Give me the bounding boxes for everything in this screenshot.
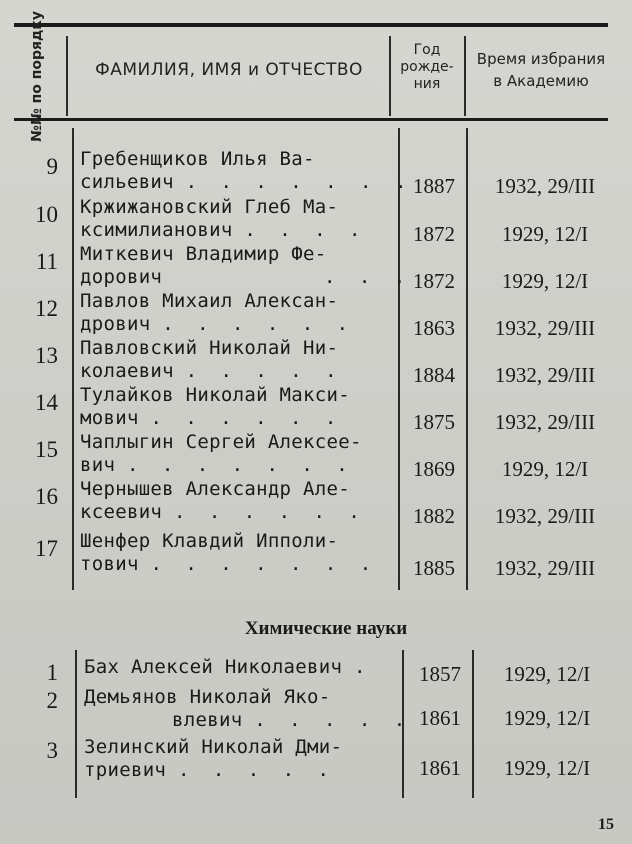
header-divider-3 <box>464 36 466 116</box>
page-number: 15 <box>598 816 614 833</box>
election-date: 1932, 29/III <box>494 410 596 434</box>
birth-year: 1885 <box>413 556 455 580</box>
birth-year: 1872 <box>413 269 455 293</box>
table-row: 17 Шенфер Клавдий Ипполи- тович . . . . . . . 1885 1932, 29/III <box>0 530 632 577</box>
header-election-column: Время избрания в Академию <box>476 50 606 90</box>
person-name: Шенфер Клавдий Ипполи- тович . . . . . . . <box>80 530 378 575</box>
header-divider-1 <box>66 36 68 116</box>
birth-year: 1861 <box>419 756 461 780</box>
section-title-chemistry: Химические науки <box>244 618 408 639</box>
election-date: 1932, 29/III <box>494 316 596 340</box>
birth-year: 1869 <box>413 457 455 481</box>
election-date: 1929, 12/I <box>503 706 591 730</box>
election-date: 1929, 12/I <box>501 269 589 293</box>
table-row: 11 Миткевич Владимир Фе- дорович . . . 1872 1929, 12/I <box>0 243 632 290</box>
table-row: 9 Гребенщиков Илья Ва- сильевич . . . . . . . 1887 1932, 29/III <box>0 148 632 195</box>
header-number-column: №№ по порядку <box>28 10 45 142</box>
person-name: Павлов Михаил Алексан- дрович . . . . . . <box>80 290 355 335</box>
table-row: 12 Павлов Михаил Алексан- дрович . . . . . . 1863 1932, 29/III <box>0 290 632 337</box>
person-name: Гребенщиков Илья Ва- сильевич . . . . . . . <box>80 148 413 193</box>
person-name: Тулайков Николай Макси- мович . . . . . . <box>80 384 350 429</box>
header-name-column: ФАМИЛИЯ, ИМЯ и ОТЧЕСТВО <box>95 60 363 80</box>
top-rule <box>14 23 608 27</box>
person-name: Зелинский Николай Дми- триевич . . . . . <box>84 736 343 781</box>
birth-year: 1882 <box>413 504 455 528</box>
table-row: 14 Тулайков Николай Макси- мович . . . . . . 1875 1932, 29/III <box>0 384 632 431</box>
person-name: Бах Алексей Николаевич . <box>84 656 372 678</box>
table-row: 10 Кржижановский Глеб Ма- ксимилианович . . . . 1872 1929, 12/I <box>0 196 632 243</box>
election-date: 1932, 29/III <box>494 504 596 528</box>
election-date: 1932, 29/III <box>494 363 596 387</box>
person-name: Кржижановский Глеб Ма- ксимилианович . . . . <box>80 196 367 241</box>
election-date: 1929, 12/I <box>501 457 589 481</box>
table-row: 15 Чаплыгин Сергей Алексее- вич . . . . . . . 1869 1929, 12/I <box>0 431 632 478</box>
table-row: 1 Бах Алексей Николаевич . 1857 1929, 12/I <box>0 656 632 703</box>
table-row: 13 Павловский Николай Ни- колаевич . . . . . 1884 1932, 29/III <box>0 337 632 384</box>
person-name: Чаплыгин Сергей Алексее- вич . . . . . . . <box>80 431 362 476</box>
table-row: 2 Демьянов Николай Яко- влевич . . . . . 1861 1929, 12/I <box>0 686 632 733</box>
header-divider-2 <box>389 36 391 116</box>
birth-year: 1875 <box>413 410 455 434</box>
election-date: 1929, 12/I <box>503 662 591 686</box>
election-date: 1932, 29/III <box>494 556 596 580</box>
table-row: 16 Чернышев Александр Але- ксеевич . . . . . . 1882 1932, 29/III <box>0 478 632 525</box>
person-name: Миткевич Владимир Фе- дорович . . . <box>80 243 412 288</box>
table-row: 3 Зелинский Николай Дми- триевич . . . . . 1861 1929, 12/I <box>0 736 632 783</box>
person-name: Демьянов Николай Яко- влевич . . . . . <box>84 686 412 731</box>
birth-year: 1863 <box>413 316 455 340</box>
person-name: Чернышев Александр Але- ксеевич . . . . . . <box>80 478 366 523</box>
person-name: Павловский Николай Ни- колаевич . . . . . <box>80 337 343 382</box>
election-date: 1929, 12/I <box>501 222 589 246</box>
election-date: 1929, 12/I <box>503 756 591 780</box>
birth-year: 1887 <box>413 174 455 198</box>
birth-year: 1857 <box>419 662 461 686</box>
header-rule <box>14 118 608 121</box>
birth-year: 1884 <box>413 363 455 387</box>
birth-year: 1872 <box>413 222 455 246</box>
header-year-column: Год рожде- ния <box>400 42 454 92</box>
birth-year: 1861 <box>419 706 461 730</box>
election-date: 1932, 29/III <box>494 174 596 198</box>
